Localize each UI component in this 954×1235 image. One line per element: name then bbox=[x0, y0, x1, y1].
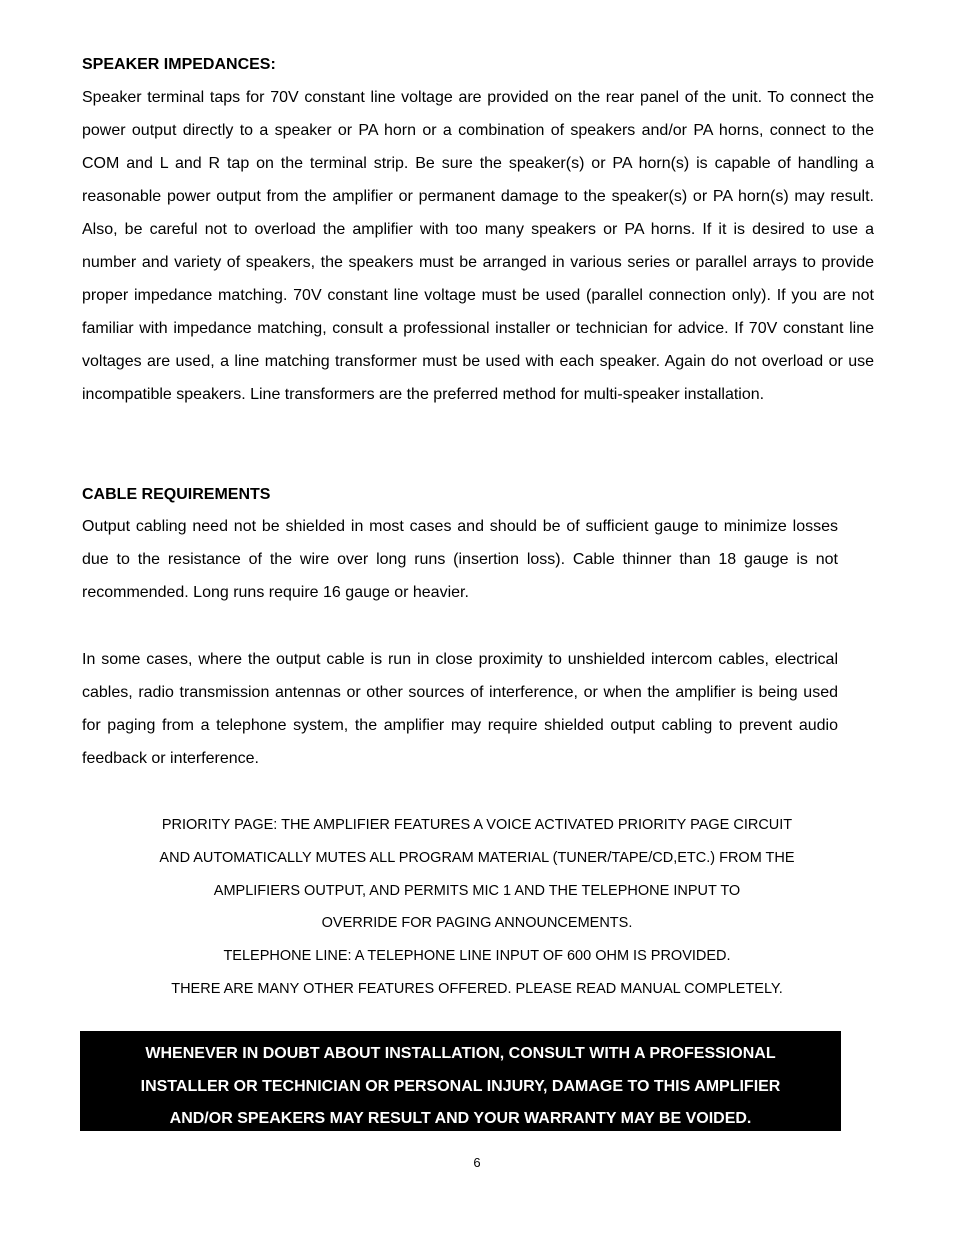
speaker-impedances-paragraph: Speaker terminal taps for 70V constant line voltage are provided on the rear panel of the unit. To connect the power output directly to a speaker or PA horn or a combination of speakers and/or PA horns, connect to the COM and L and R tap on the terminal strip. Be sure the speaker(s) or PA horn(s) is capable of handling a reasonable power output from the amplifier or permanent damage to the speaker(s) or PA horn(s) may result. Also, be careful not to overload the amplifier with too many speakers or PA horns. If it is desired to use a number and variety of speakers, the speakers must be arranged in various series or parallel arrays to provide proper impedance matching. 70V constant line voltage must be used (parallel connection only). If you are not familiar with impedance matching, consult a professional installer or technician for advice. If 70V constant line voltages are used, a line matching transformer must be used with each speaker. Again do not overload or use incompatible speakers. Line transformers are the preferred method for multi-speaker installation. bbox=[82, 89, 874, 403]
shielding-paragraph: In some cases, where the output cable is run in close proximity to unshielded intercom cables, electrical cables, radio transmission antennas or other sources of interference, or when the amplifier is being used for paging from a telephone system, the amplifier may require shielded output cabling to prevent audio feedback or interference. bbox=[82, 651, 838, 767]
cable-requirements-paragraph: Output cabling need not be shielded in most cases and should be of sufficient gauge to minimize losses due to the resistance of the wire over long runs (insertion loss). Cable thinner than 18 gauge is not recommended. Long runs require 16 gauge or heavier. bbox=[82, 518, 838, 601]
speaker-impedances-heading: SPEAKER IMPEDANCES: bbox=[82, 56, 276, 73]
other-features-text: THERE ARE MANY OTHER FEATURES OFFERED. PLEASE READ MANUAL COMPLETELY. bbox=[171, 981, 783, 997]
priority-page-line-4: OVERRIDE FOR PAGING ANNOUNCEMENTS. bbox=[321, 915, 633, 931]
warning-line-3: AND/OR SPEAKERS MAY RESULT AND YOUR WARRANTY MAY BE VOIDED. bbox=[169, 1110, 752, 1127]
warning-line-1: WHENEVER IN DOUBT ABOUT INSTALLATION, CONSULT WITH A PROFESSIONAL bbox=[145, 1045, 776, 1062]
priority-page-line-1: PRIORITY PAGE: THE AMPLIFIER FEATURES A VOICE ACTIVATED PRIORITY PAGE CIRCUIT bbox=[161, 817, 793, 833]
priority-page-line-3: AMPLIFIERS OUTPUT, AND PERMITS MIC 1 AND THE TELEPHONE INPUT TO bbox=[213, 883, 741, 899]
warning-box bbox=[80, 1031, 841, 1131]
cable-requirements-heading: CABLE REQUIREMENTS bbox=[82, 486, 271, 503]
warning-line-2: INSTALLER OR TECHNICIAN OR PERSONAL INJURY, DAMAGE TO THIS AMPLIFIER bbox=[140, 1078, 781, 1095]
page-number: 6 bbox=[473, 1155, 481, 1170]
telephone-line-text: TELEPHONE LINE: A TELEPHONE LINE INPUT OF 600 OHM IS PROVIDED. bbox=[223, 948, 731, 964]
priority-page-line-2: AND AUTOMATICALLY MUTES ALL PROGRAM MATERIAL (TUNER/TAPE/CD,ETC.) FROM THE bbox=[159, 850, 795, 866]
